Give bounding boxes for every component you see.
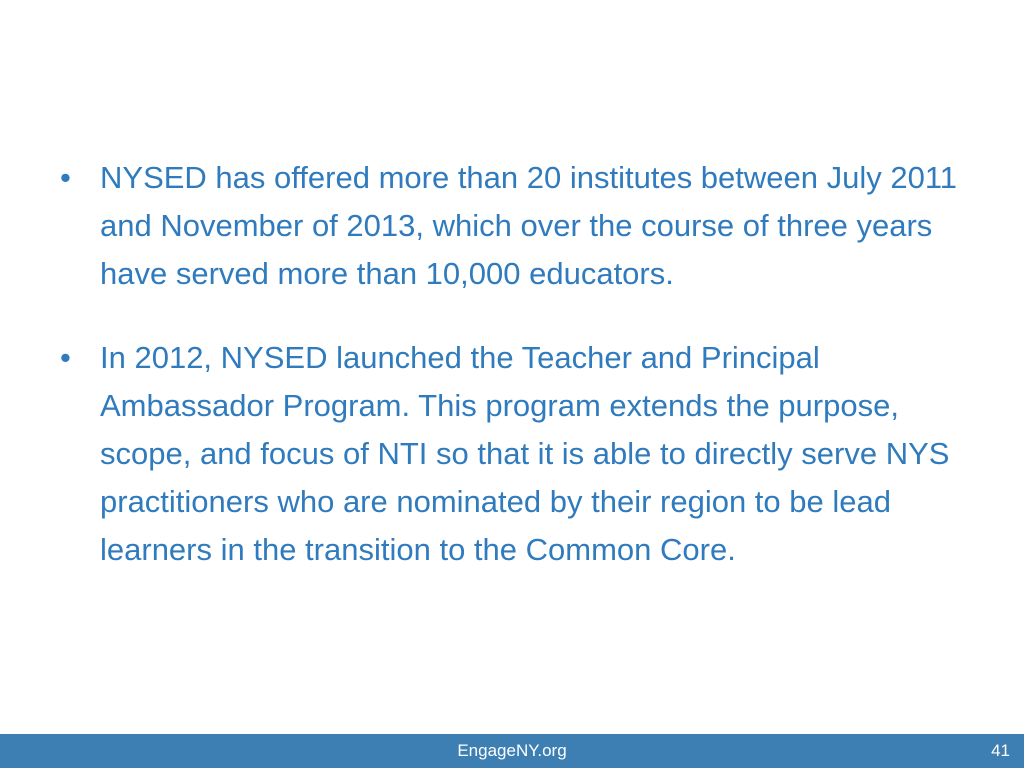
page-number: 41 (991, 741, 1010, 760)
bullet-item-ambassador-program (58, 334, 958, 574)
footer-bar (0, 734, 1024, 768)
bullet-text: NYSED has offered more than 20 institutes between July 2011 and November of 2013, which over the course of three years have served more than 10,000 educators. (100, 160, 958, 291)
bullet-item-institutes (58, 154, 958, 298)
bullet-marker: • (60, 340, 71, 375)
bullet-marker: • (60, 160, 71, 195)
bullet-list (58, 154, 958, 610)
bullet-text: In 2012, NYSED launched the Teacher and Principal Ambassador Program. This program extends the purpose, scope, and focus of NTI so that it is able to directly serve NYS practitioners who are nominated by their region to be lead learners in the transition to the Common Core. (100, 340, 950, 567)
footer-site-label: EngageNY.org (457, 741, 567, 760)
